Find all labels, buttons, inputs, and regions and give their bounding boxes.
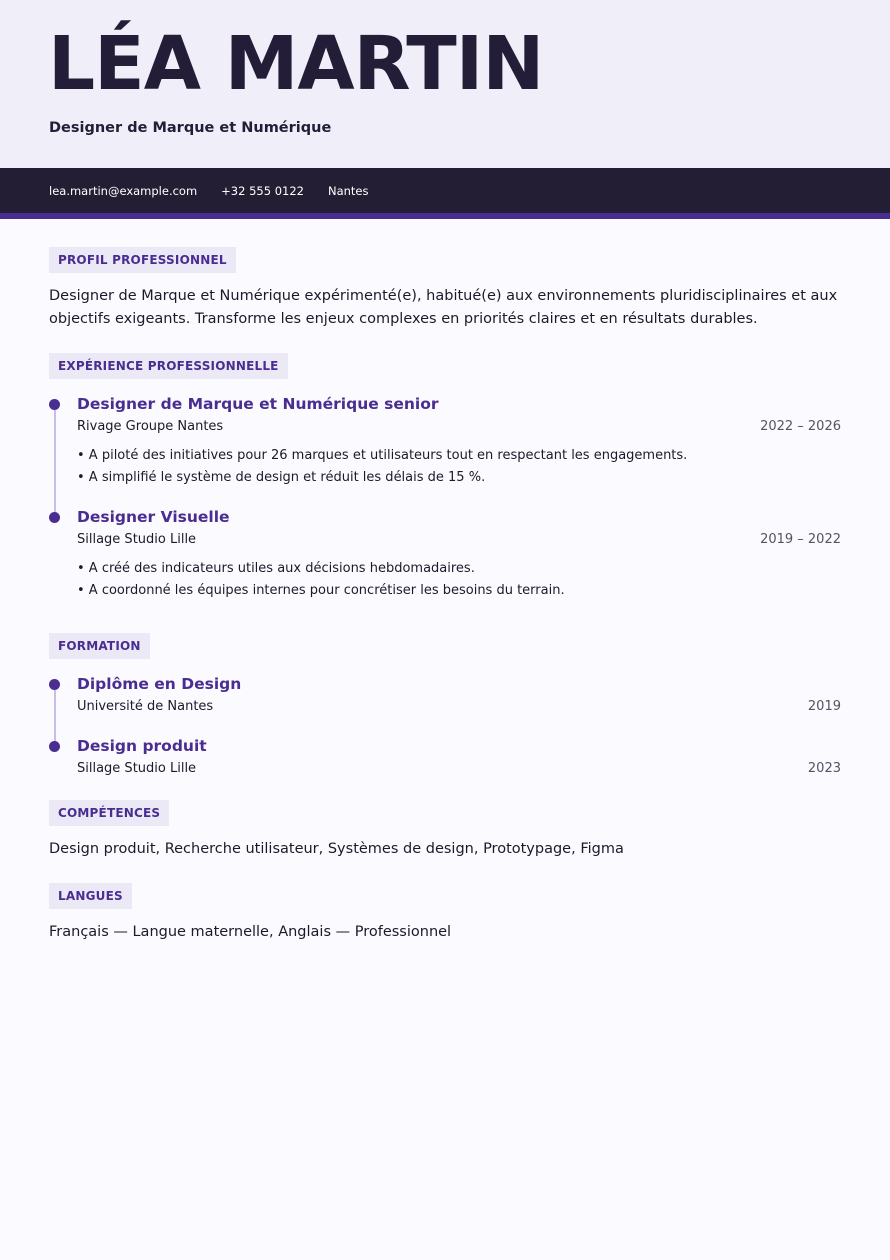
experience-item	[49, 393, 841, 506]
contact-bar	[0, 168, 890, 219]
education-year: 2019	[807, 699, 841, 714]
skills-section	[49, 800, 841, 861]
profile-section	[49, 247, 841, 331]
timeline-dot	[49, 512, 60, 523]
languages-section	[49, 883, 841, 944]
contact-city: Nantes	[327, 183, 369, 198]
job-dates: 2022 – 2026	[760, 419, 841, 434]
job-bullet: • A piloté des initiatives pour 26 marques et utilisateurs tout en respectant les engagements.	[77, 448, 688, 463]
experience-item	[49, 506, 841, 619]
job-dates: 2019 – 2022	[760, 532, 841, 547]
education-item	[49, 673, 841, 735]
section-label-education: FORMATION	[49, 633, 150, 659]
contact-phone[interactable]: +32 555 0122	[221, 183, 304, 198]
school-name: Université de Nantes	[77, 699, 214, 714]
timeline-dot	[49, 679, 60, 690]
job-bullet: • A créé des indicateurs utiles aux décisions hebdomadaires.	[77, 561, 475, 576]
timeline-dot	[49, 741, 60, 752]
section-label-languages: LANGUES	[49, 883, 132, 909]
job-title: Designer Visuelle	[77, 508, 230, 526]
resume-body	[0, 219, 890, 944]
job-bullet: • A coordonné les équipes internes pour concrétiser les besoins du terrain.	[77, 583, 565, 598]
timeline-line	[54, 410, 56, 516]
employer: Rivage Groupe Nantes	[77, 419, 224, 434]
timeline-dot	[49, 399, 60, 410]
resume-header	[0, 0, 890, 168]
profile-text: Designer de Marque et Numérique expérimenté(e), habitué(e) aux environnements pluridisciplinaires et aux objectifs exigeants. Transforme les enjeux complexes en priorités claires et en résultats durables.	[49, 288, 838, 327]
experience-section	[49, 353, 841, 619]
job-bullet: • A simplifié le système de design et réduit les délais de 15 %.	[77, 470, 486, 485]
candidate-title: Designer de Marque et Numérique	[49, 120, 332, 136]
degree-title: Diplôme en Design	[77, 675, 242, 693]
section-label-experience: EXPÉRIENCE PROFESSIONNELLE	[49, 353, 288, 379]
degree-title: Design produit	[77, 737, 207, 755]
education-item	[49, 735, 841, 778]
candidate-name: LÉA MARTIN	[48, 21, 544, 107]
education-timeline	[49, 673, 841, 778]
skills-text: Design produit, Recherche utilisateur, Systèmes de design, Prototypage, Figma	[49, 841, 624, 857]
job-title: Designer de Marque et Numérique senior	[77, 395, 439, 413]
employer: Sillage Studio Lille	[77, 532, 197, 547]
education-section	[49, 633, 841, 778]
school-name: Sillage Studio Lille	[77, 761, 197, 776]
section-label-skills: COMPÉTENCES	[49, 800, 169, 826]
languages-text: Français — Langue maternelle, Anglais — Professionnel	[49, 924, 452, 940]
experience-timeline	[49, 393, 841, 619]
education-year: 2023	[807, 761, 841, 776]
section-label-profile: PROFIL PROFESSIONNEL	[49, 247, 236, 273]
contact-email[interactable]: lea.martin@example.com	[49, 183, 198, 198]
